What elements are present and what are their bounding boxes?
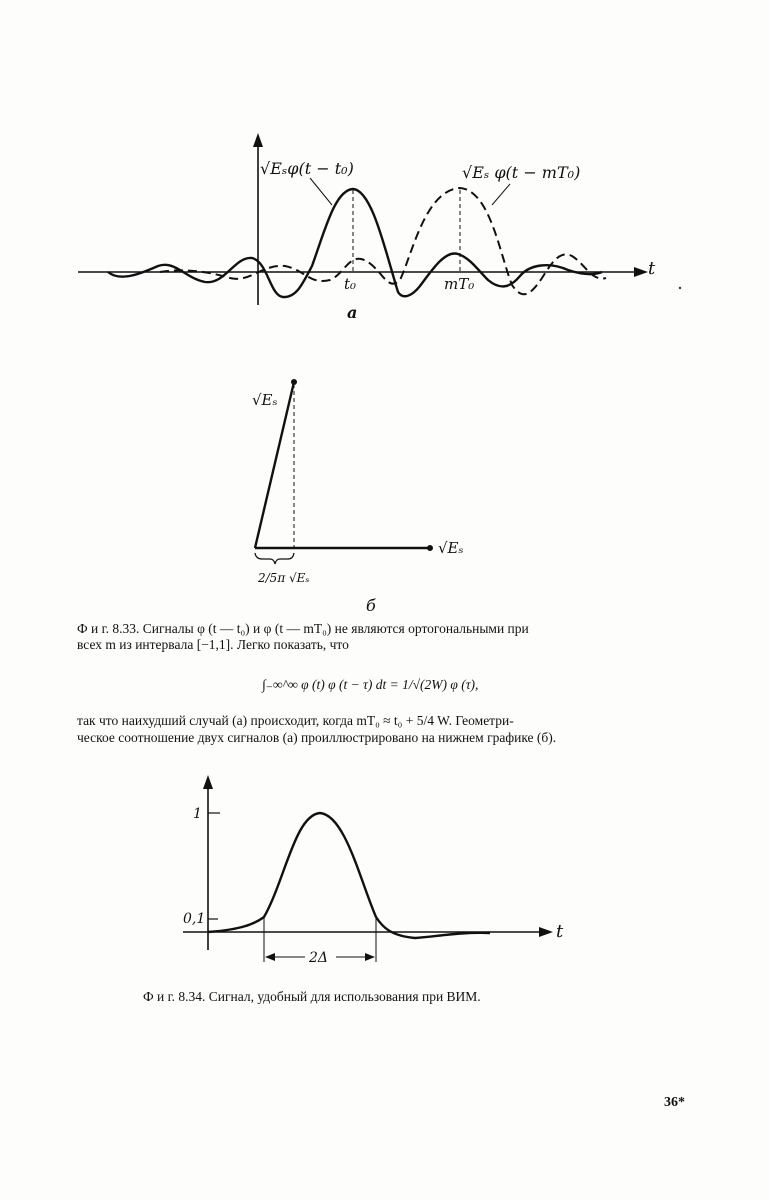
label-top: √Eₛ: [252, 391, 278, 409]
caption-8-34: Ф и г. 8.34. Сигнал, удобный для использования при ВИМ.: [143, 989, 481, 1004]
width-arrow-right: [365, 953, 375, 961]
panel-letter-a: а: [347, 303, 358, 322]
caption-8-33-line2: всех m из интервала [−1,1]. Легко показать, что: [77, 637, 349, 652]
width-label: 2Δ: [309, 950, 329, 966]
signal-mT0-label: √Eₛ φ(t − mT₀): [462, 163, 581, 182]
tick-01-label: 0,1: [183, 911, 206, 927]
t-axis-2-label: t: [556, 921, 564, 942]
caption-8-33-line4: ческое соотношение двух сигналов (а) проиллюстрировано на нижнем графике (б).: [77, 730, 557, 745]
caption-8-33-line3: так что наихудший случай (а) происходит, когда mT₀ ≈ t₀ + 5/4 W. Геометри-: [77, 713, 514, 728]
tick-t0-label: t₀: [344, 275, 357, 293]
panel-letter-b: б: [366, 596, 376, 615]
t-axis-2-arrow: [539, 927, 553, 937]
label-right: √Eₛ: [438, 539, 464, 557]
pulse-curve: [208, 813, 490, 938]
tick-1-label: 1: [193, 806, 202, 822]
width-arrow-left: [265, 953, 275, 961]
label-bottom: 2/5π √Eₛ: [258, 571, 310, 585]
page-number: 36*: [664, 1095, 685, 1110]
caption-8-33-line1: Ф и г. 8.33. Сигналы φ (t — t₀) и φ (t — mT₀) не являются ортогональными при: [77, 621, 529, 636]
signal-t0-label: √Eₛφ(t − t₀): [260, 159, 354, 178]
tick-mT0-label: mT₀: [444, 275, 475, 293]
caption-8-33-formula: ∫₋∞^∞ φ (t) φ (t − τ) dt = 1/√(2W) φ (τ),: [262, 677, 479, 692]
t-axis-label: t: [648, 258, 656, 279]
y-axis-2-arrow: [203, 775, 213, 789]
